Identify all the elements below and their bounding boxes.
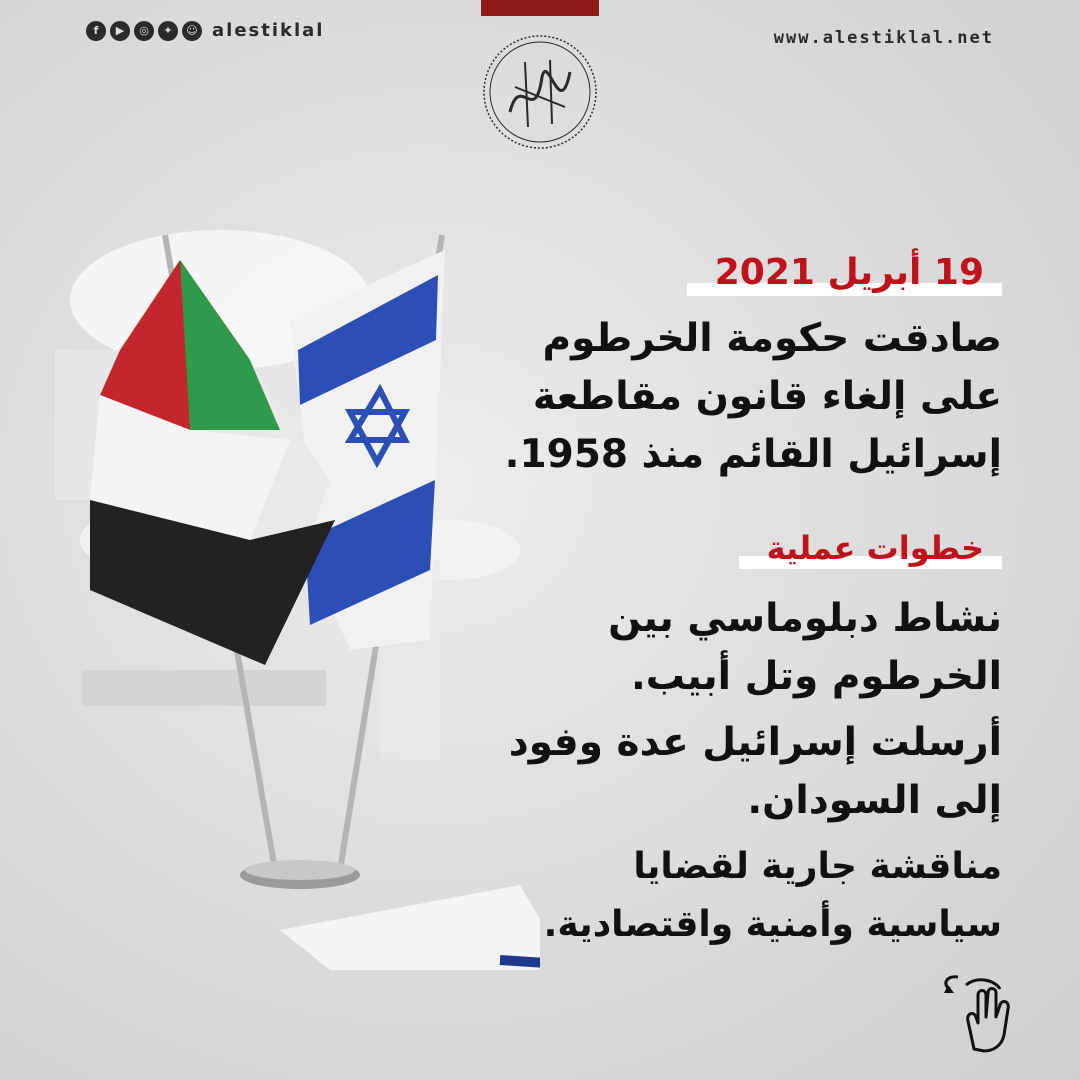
swipe-hand-icon[interactable]	[938, 965, 1028, 1055]
logo-emblem	[480, 32, 600, 152]
steps-heading-text: خطوات عملية	[766, 529, 984, 567]
intro-line: صادقت حكومة الخرطوم	[542, 316, 1002, 361]
step-item: مناقشة جارية لقضايا سياسية وأمنية واقتصادية.	[543, 846, 1002, 945]
facebook-icon[interactable]: f	[86, 21, 106, 41]
social-links	[86, 20, 324, 41]
steps-heading	[739, 527, 1002, 569]
twitter-icon[interactable]: ✦	[158, 21, 178, 41]
youtube-icon[interactable]: ▶	[110, 21, 130, 41]
instagram-icon[interactable]: ◎	[134, 21, 154, 41]
checker-strip	[82, 670, 326, 706]
social-handle[interactable]: alestiklal	[212, 20, 325, 41]
intro-paragraph	[482, 310, 1002, 484]
intro-line: إسرائيل القائم منذ 1958.	[504, 432, 1002, 477]
flags-illustration	[50, 180, 540, 970]
step-item: نشاط دبلوماسي بين الخرطوم وتل أبيب.	[608, 596, 1002, 699]
date-heading	[687, 250, 1002, 296]
intro-line: على إلغاء قانون مقاطعة	[532, 374, 1002, 419]
step-item: أرسلت إسرائيل عدة وفود إلى السودان.	[508, 720, 1002, 823]
snapchat-icon[interactable]: ☺	[182, 21, 202, 41]
top-accent-bar	[481, 0, 599, 16]
date-heading-text: 19 أبريل 2021	[714, 252, 984, 293]
site-url[interactable]: www.alestiklal.net	[773, 28, 994, 48]
steps-list	[502, 590, 1002, 962]
